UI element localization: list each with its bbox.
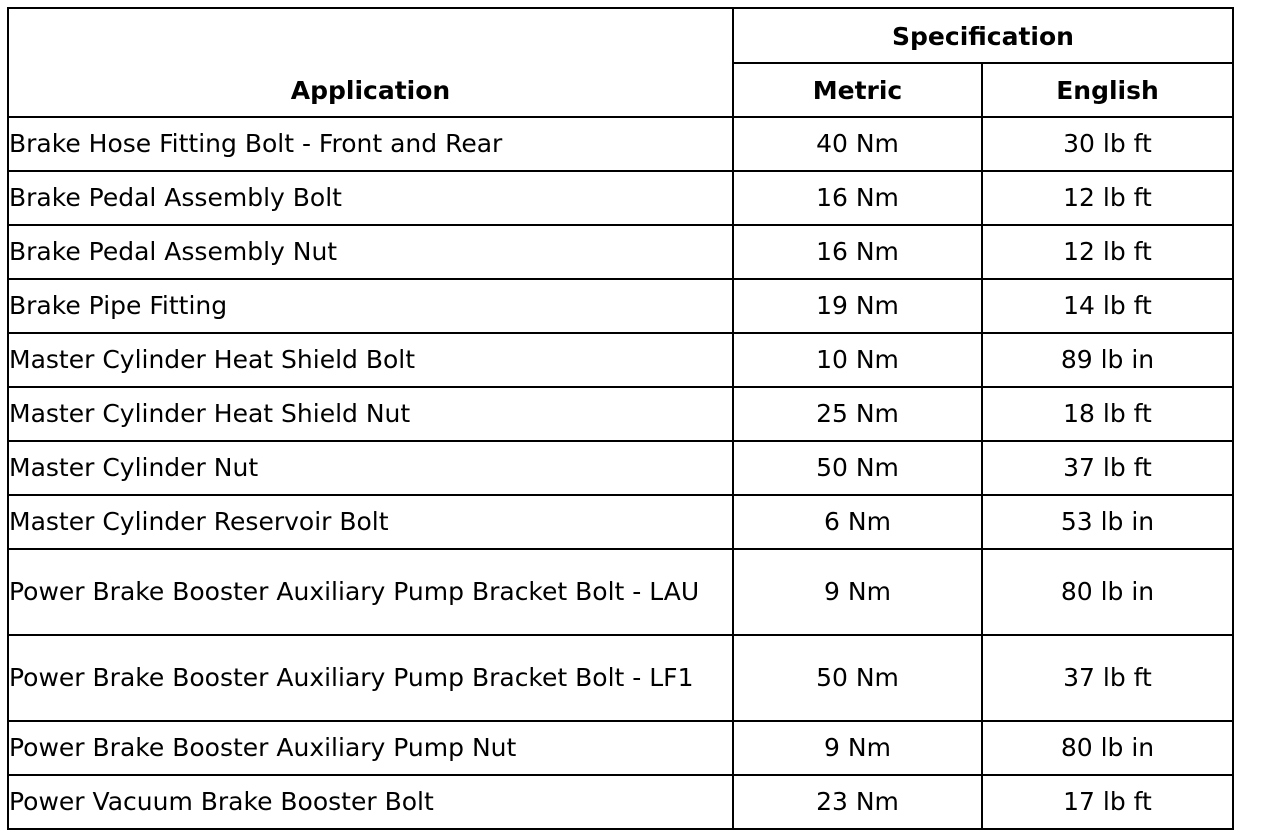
cell-application: Brake Hose Fitting Bolt - Front and Rear [8,117,733,171]
cell-metric: 9 Nm [733,549,982,635]
header-row-top [8,8,1233,63]
table-row [8,441,1233,495]
cell-metric: 50 Nm [733,441,982,495]
table-row [8,635,1233,721]
cell-english: 12 lb ft [982,225,1233,279]
cell-application: Master Cylinder Heat Shield Bolt [8,333,733,387]
cell-english: 12 lb ft [982,171,1233,225]
cell-application: Power Brake Booster Auxiliary Pump Bracket Bolt - LF1 [8,635,733,721]
cell-english: 17 lb ft [982,775,1233,829]
cell-application: Power Brake Booster Auxiliary Pump Bracket Bolt - LAU [8,549,733,635]
cell-application: Master Cylinder Reservoir Bolt [8,495,733,549]
cell-metric: 40 Nm [733,117,982,171]
cell-application: Brake Pedal Assembly Nut [8,225,733,279]
cell-english: 14 lb ft [982,279,1233,333]
cell-metric: 10 Nm [733,333,982,387]
cell-english: 80 lb in [982,549,1233,635]
header-english: English [982,63,1233,117]
cell-metric: 16 Nm [733,225,982,279]
cell-metric: 25 Nm [733,387,982,441]
table-row [8,775,1233,829]
cell-english: 30 lb ft [982,117,1233,171]
header-specification: Specification [733,8,1233,63]
cell-application: Master Cylinder Heat Shield Nut [8,387,733,441]
table-row [8,549,1233,635]
header-metric: Metric [733,63,982,117]
table-row [8,495,1233,549]
table-row [8,333,1233,387]
table-row [8,721,1233,775]
cell-metric: 50 Nm [733,635,982,721]
cell-metric: 16 Nm [733,171,982,225]
torque-spec-table [7,7,1234,830]
cell-english: 18 lb ft [982,387,1233,441]
cell-english: 80 lb in [982,721,1233,775]
table-header [8,8,1233,117]
table-row [8,387,1233,441]
cell-english: 37 lb ft [982,635,1233,721]
cell-metric: 6 Nm [733,495,982,549]
header-application: Application [8,8,733,117]
cell-metric: 19 Nm [733,279,982,333]
cell-application: Power Brake Booster Auxiliary Pump Nut [8,721,733,775]
cell-application: Brake Pipe Fitting [8,279,733,333]
cell-application: Brake Pedal Assembly Bolt [8,171,733,225]
table-row [8,171,1233,225]
cell-english: 89 lb in [982,333,1233,387]
table-row [8,117,1233,171]
cell-english: 37 lb ft [982,441,1233,495]
cell-english: 53 lb in [982,495,1233,549]
cell-application: Master Cylinder Nut [8,441,733,495]
cell-application: Power Vacuum Brake Booster Bolt [8,775,733,829]
table-row [8,279,1233,333]
table-row [8,225,1233,279]
cell-metric: 9 Nm [733,721,982,775]
cell-metric: 23 Nm [733,775,982,829]
table-body [8,117,1233,829]
